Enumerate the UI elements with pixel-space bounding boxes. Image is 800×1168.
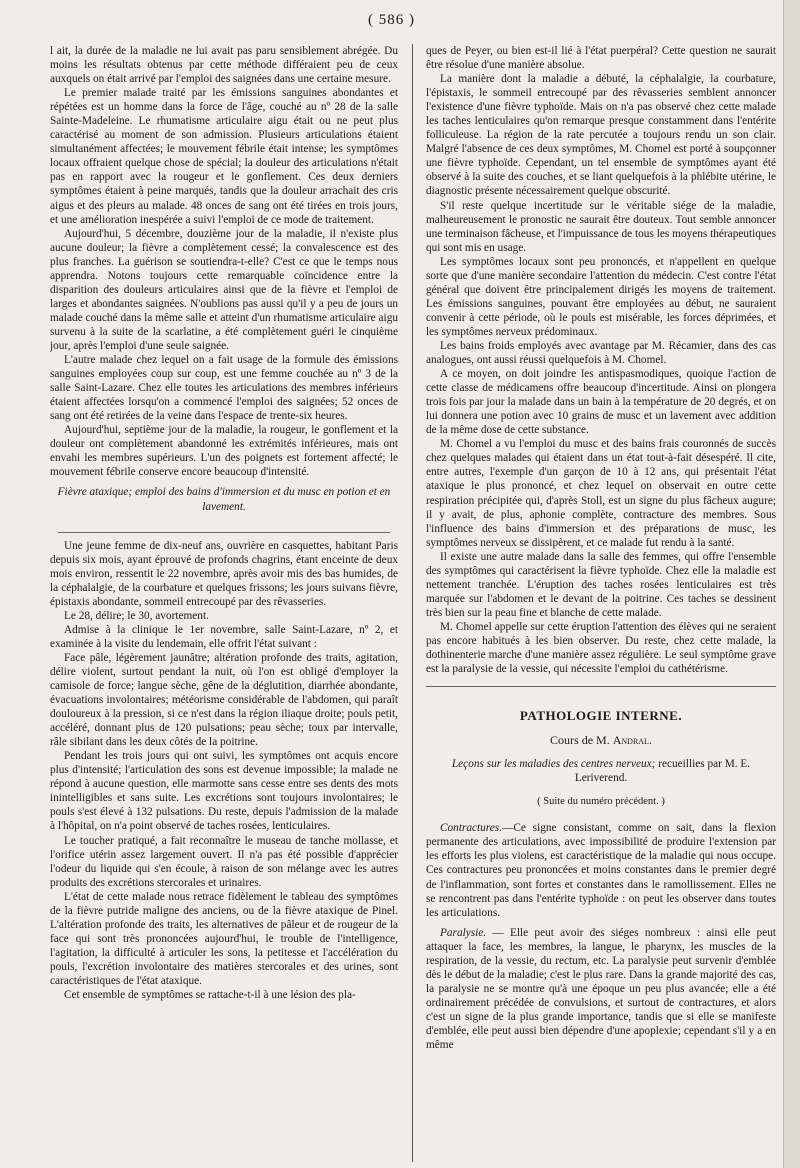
paragraph: Face pâle, légèrement jaunâtre; altération profonde des traits, agitation, délire violent, surtout pendant la nuit, où l'on est obligé d'employer la camisole de force; langue sèche, gêne de la déglutition, diarrhée abondante, évacuations involontaires; météorisme considérable de l'abdomen, qui paraît douloureux à la pression, si ce n'est dans la région iliaque droite; pouls petit, accéléré, donnant plus de 120 pulsations; peau sèche; toux par intervalle, râle sibilant dans les deux côtés de la poitrine. [50, 651, 398, 749]
paragraph: Admise à la clinique le 1er novembre, salle Saint-Lazare, nº 2, et examinée à la visite du lendemain, elle offrit l'état suivant : [50, 623, 398, 650]
column-divider [412, 44, 413, 1162]
paragraph: L'autre malade chez lequel on a fait usage de la formule des émissions sanguines employées coup sur coup, est une femme couchée au nº 3 de la salle Saint-Lazare. Chez elle toutes les articulations des membres inférieurs étaient affectées lorsqu'on a commencé l'emploi des saignées; 52 onces de sang ont été retirées de la veine dans l'espace de trente-six heures. [50, 354, 398, 423]
page-edge [783, 0, 800, 1168]
paragraph: S'il reste quelque incertitude sur le véritable siége de la maladie, malheureusement le pronostic ne saurait être douteux. Tout semble annoncer une terminaison fâcheuse, et l'impuissance de tous les moyens thérapeutiques qui sont mis en usage. [426, 199, 776, 254]
paragraph: Il existe une autre malade dans la salle des femmes, qui offre l'ensemble des symptômes qui caractérisent la fièvre typhoïde. Chez elle la maladie est nettement tranchée. L'éruption des taches rosées lenticulaires est très marquée sur l'abdomen et le devant de la poitrine. Ces taches se dessinent très bien sur la peau fine et blanche de cette malade. [426, 550, 776, 619]
continuation-note: ( Suite du numéro précédent. ) [537, 796, 665, 808]
paragraph: Le toucher pratiqué, a fait reconnaître le museau de tanche mollasse, et l'orifice utérin assez largement ouvert. Il n'a pas été possible d'apprécier l'odeur du liquide qui s'en écoule, à raison de son mélange avec les autres produits des excrétions stercorales et urinaires. [50, 834, 398, 889]
paragraph: M. Chomel appelle sur cette éruption l'attention des élèves qui ne seraient pas encore habitués à les bien observer. Du reste, chez cette malade, la dothinenterie marche d'une manière assez régulière. Le seul symptôme grave est la paralysie de la vessie, qui nécessite l'emploi du cathétérisme. [426, 620, 776, 676]
paragraph: Le premier malade traité par les émissions sanguines abondantes et répétées est un homme dans la force de l'âge, couché au nº 28 de la salle Sainte-Madeleine. Le rhumatisme articulaire aigu était ou ne peut plus caractérisé au moment de son admission. Plusieurs articulations étaient simultanément affectées; le mouvement fébrile était intense; les symptômes locaux offraient quelque chose de spécial; la douleur des articulations n'était pas en rapport avec la rougeur et le gonflement. Ces deux derniers symptômes étaient à peine marqués, tandis que la douleur arrachait des cris aigus et des pleurs au malade. 48 onces de sang ont été tirées en trois jours, et une amélioration inespérée a suivi l'emploi de ce mode de traitement. [50, 87, 398, 226]
section-title: Fièvre ataxique; emploi des bains d'immersion et du musc en potion et en lavement. [57, 486, 391, 513]
paragraph: Une jeune femme de dix-neuf ans, ouvrière en casquettes, habitant Paris depuis six mois, ayant éprouvé de profonds chagrins, étant enceinte de deux mois environ, ressentit le 22 novembre, après avoir mis des bas humides, de la céphalalgie, de la courbature et quelques frissons; les jours suivans fièvre, épistaxis abondante, sommeil entrecoupé par des rêvasseries. [50, 539, 398, 608]
course-line [426, 733, 776, 747]
paragraph: Pendant les trois jours qui ont suivi, les symptômes ont acquis encore plus d'intensité; l'articulation des sons est devenue impossible; la malade ne répond à aucune question, elle marmotte sans cesse entre ses dents des mots inintelligibles et sans suite. Les excrétions sont toujours involontaires; le pouls s'est élevé à 132 pulsations. Du reste, depuis l'admission de la malade à l'hôpital, on n'a point observé de taches rosées, lenticulaires. [50, 750, 398, 833]
paragraph: Aujourd'hui, 5 décembre, douzième jour de la maladie, il n'existe plus aucune douleur; la fièvre a complètement cessé; la convalescence est des plus franches. La guérison se soutiendra-t-elle? C'est ce que le temps nous apprendra. Notons toujours cette remarquable coïncidence entre la disparition des douleurs articulaires ainsi que de la fièvre et l'emploi de larges et abondantes saignées. N'oublions pas aussi qu'il y a peu de jours un malade couché dans la même salle et atteint d'un rhumatisme articulaire aigu survenu à la suite de la scarlatine, a été complètement guéri le cinquième jour, après l'emploi d'une seule saignée. [50, 227, 398, 352]
paragraph: l ait, la durée de la maladie ne lui avait pas paru sensiblement abrégée. Du moins les résultats obtenus par cette méthode différaient peu de ceux auxquels on était arrivé par l'emploi des saignées dans une certaine mesure. [50, 45, 398, 86]
section-heading: PATHOLOGIE INTERNE. [519, 708, 683, 724]
paragraph [426, 821, 776, 919]
section-rule [426, 686, 776, 687]
paragraph: A ce moyen, on doit joindre les antispasmodiques, quoique l'action de cette classe de médicamens offre beaucoup d'incertitude. Ainsi on plongera trois fois par jour la malade dans un bain à la température de 20 degrés, et on lui donnera une potion avec 10 grains de musc et un lavement avec addition de la même dose de cette substance. [426, 368, 776, 437]
paragraph: Le 28, délire; le 30, avortement. [64, 609, 209, 622]
course-prefix: Cours de M. [550, 733, 610, 748]
paragraph-text: — Elle peut avoir des siéges nombreux : ainsi elle peut attaquer la face, les membres, la langue, le pharynx, les muscles de la respiration, de la vessie, du rectum, etc. La paralysie peut survenir d'emblée dès le début de la maladie; c'est le plus rare. Dans la grande majorité des cas, la paralysie ne se montre qu'à une époque un peu plus avancée; elle a été ordinairement précédée de convulsions, et surtout de contractures, et alors c'est un signe de la plus grande importance, tandis que si elle se manifeste d'emblée, elle peut aussi bien dépendre d'une apoplexie; cependant s'il y a en même [426, 926, 776, 1052]
paragraph: ques de Peyer, ou bien est-il lié à l'état puerpéral? Cette question ne saurait être résolue d'une manière absolue. [426, 45, 776, 72]
lecture-title [426, 757, 776, 785]
paragraph-text: —Ce signe consistant, comme on sait, dans la flexion permanente des articulations, avec impossibilité de produire l'extension par les efforts les plus violens, est caractéristique de la maladie qui nous occupe. Ces contractures peu prononcées et moins constantes dans le premier degré de l'inflammation, sont fortes et constantes dans le ramollissement. Elles ne se rencontrent pas dans l'entérite typhoïde : on peut les observer dans toutes les articulations. [426, 822, 776, 919]
paragraph: Les symptômes locaux sont peu prononcés, et n'appellent en quelque sorte que d'une manière secondaire l'attention du médecin. C'est contre l'état général que doivent être principalement dirigés les moyens de traitement. Les émissions sanguines, pouvant être employées au début, ne sauraient convenir à cette période, où le pouls est misérable, les forces déprimées, et les symptômes nerveux prédominaux. [426, 255, 776, 338]
paragraph: M. Chomel a vu l'emploi du musc et des bains frais couronnés de succès chez quelques malades qui étaient dans un état tout-à-fait désespéré. Il cite, entre autres, l'exemple d'un garçon de 10 à 12 ans, qui présentait l'état ataxique le plus prononcé, et chez lequel on observait en outre cette respiration précipitée qui, d'après Stoll, est un signe du plus fâcheux augure; il y avait, de plus, aphonie complète, contracture des membres. Sous l'influence des bains d'immersion et des préparations de musc, les symptômes nerveux se dissipèrent, et ce malade fut rendu à la santé. [426, 438, 776, 549]
paragraph: Cet ensemble de symptômes se rattache-t-il à une lésion des pla- [64, 989, 356, 1002]
course-name: Andral. [612, 733, 652, 748]
right-column [426, 44, 776, 1162]
term: Contractures. [440, 822, 503, 835]
page-number: ( 586 ) [368, 12, 415, 28]
lecture-title-italic: Leçons sur les maladies des centres nerveux; [451, 758, 656, 771]
paragraph: L'état de cette malade nous retrace fidèlement le tableau des symptômes de la fièvre putride maligne des anciens, ou de la fièvre ataxique de Pinel. L'altération profonde des traits, les alternatives de pâleur et de rougeur de la face qui sont très prononcées aujourd'hui, le trouble de l'intelligence, l'agitation, la difficulté à articuler les sons, la petitesse et l'accélération du pouls, l'excrétion involontaire des matières stercorales et des urines, sont caractéristiques de l'état ataxique. [50, 890, 398, 987]
term: Paralysie. [440, 926, 487, 939]
paragraph: Les bains froids employés avec avantage par M. Récamier, dans des cas analogues, ont aussi réussi quelquefois à M. Chomel. [426, 339, 776, 367]
paragraph [426, 926, 776, 1052]
paragraph: Aujourd'hui, septième jour de la maladie, la rougeur, le gonflement et la douleur ont complètement abandonné les extrémités inférieures, mais ont envahi les membres supérieurs. L'un des poignets est fortement affecté; le mouvement fébrile conserve encore beaucoup d'intensité. [50, 424, 398, 479]
left-column [50, 44, 398, 1162]
paragraph: La manière dont la maladie a débuté, la céphalalgie, la courbature, l'épistaxis, le sommeil entrecoupé par des rêvasseries semblent annoncer l'existence d'une fièvre typhoïde. Mais on n'a pas observé chez cette malade les taches lenticulaires qu'on remarque presque constamment dans l'entérite folliculeuse. La région de la rate percutée a toujours rendu un son clair. Malgré l'absence de ces deux symptômes, M. Chomel est porté à soupçonner une fièvre typhoïde. Cependant, un tel ensemble de symptômes ayant été observé à la suite des couches, et se liant quelquefois à la phlébite utérine, le diagnostic présente nécessairement quelque obscurité. [426, 73, 776, 198]
lecture-title-rest: recueillies par M. E. Leriverend. [574, 758, 751, 785]
